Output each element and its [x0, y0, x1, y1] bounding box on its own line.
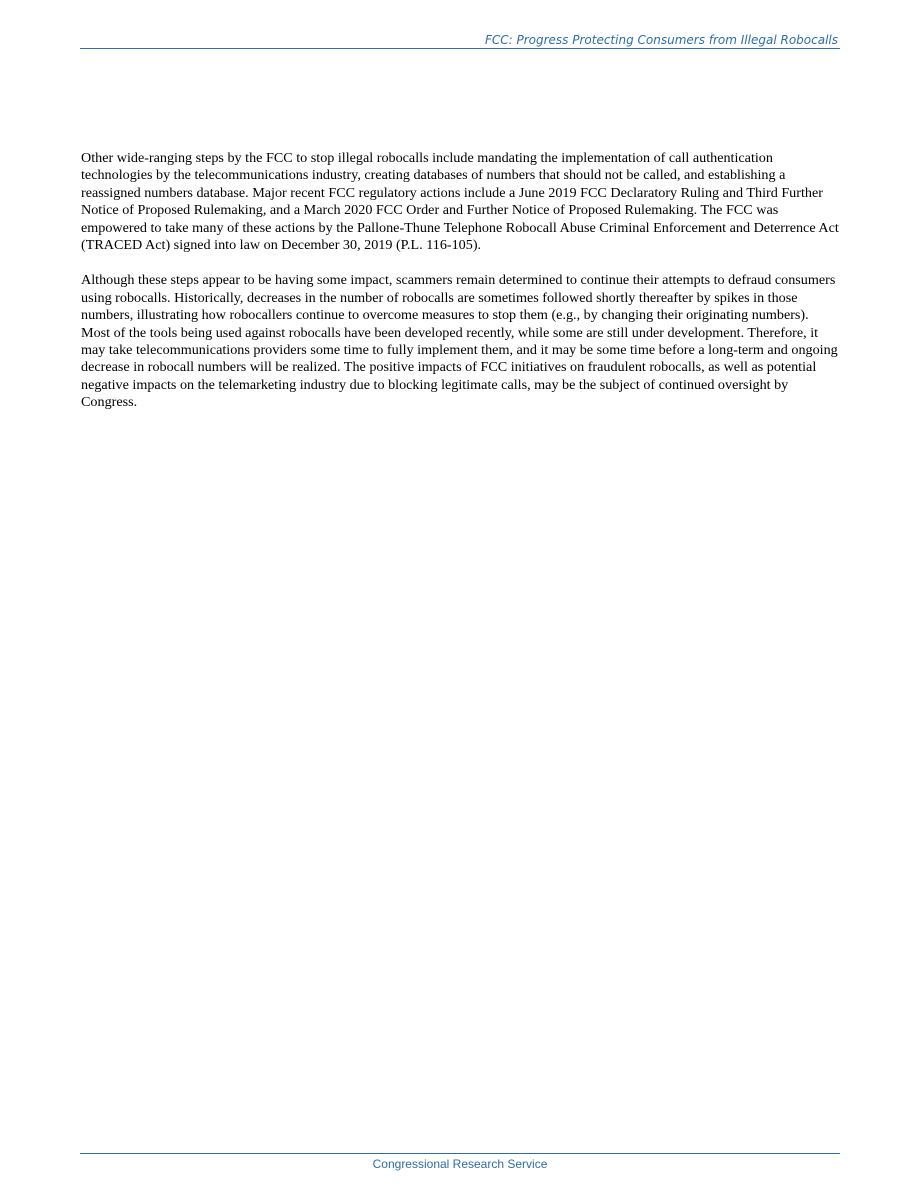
- running-header: [80, 32, 840, 49]
- body-text: [81, 150, 841, 430]
- running-footer: [80, 1153, 840, 1178]
- paragraph-impact-outlook: Although these steps appear to be having some impact, scammers remain determined to continue their attempts to defraud consumers using robocalls. Historically, decreases in the number of robocalls are sometimes followed shortly thereafter by spikes in those numbers, illustrating how robocallers continue to overcome measures to stop them (e.g., by changing their originating numbers). Most of the tools being used against robocalls have been developed recently, while some are still under development. Therefore, it may take telecommunications providers some time to fully implement them, and it may be some time before a long-term and ongoing decrease in robocall numbers will be realized. The positive impacts of FCC initiatives on fraudulent robocalls, as well as potential negative impacts on the telemarketing industry due to blocking legitimate calls, may be the subject of continued oversight by Congress.: [81, 272, 838, 411]
- running-header-title: FCC: Progress Protecting Consumers from Illegal Robocalls: [484, 33, 838, 47]
- footer-label: Congressional Research Service: [372, 1157, 548, 1171]
- paragraph-fcc-actions: Other wide-ranging steps by the FCC to stop illegal robocalls include mandating the implementation of call authentication technologies by the telecommunications industry, creating databases of numbers that should not be called, and establishing a reassigned numbers database. Major recent FCC regulatory actions include a June 2019 FCC Declaratory Ruling and Third Further Notice of Proposed Rulemaking, and a March 2020 FCC Order and Further Notice of Proposed Rulemaking. The FCC was empowered to take many of these actions by the Pallone-Thune Telephone Robocall Abuse Criminal Enforcement and Deterrence Act (TRACED Act) signed into law on December 30, 2019 (P.L. 116-105).: [81, 150, 839, 254]
